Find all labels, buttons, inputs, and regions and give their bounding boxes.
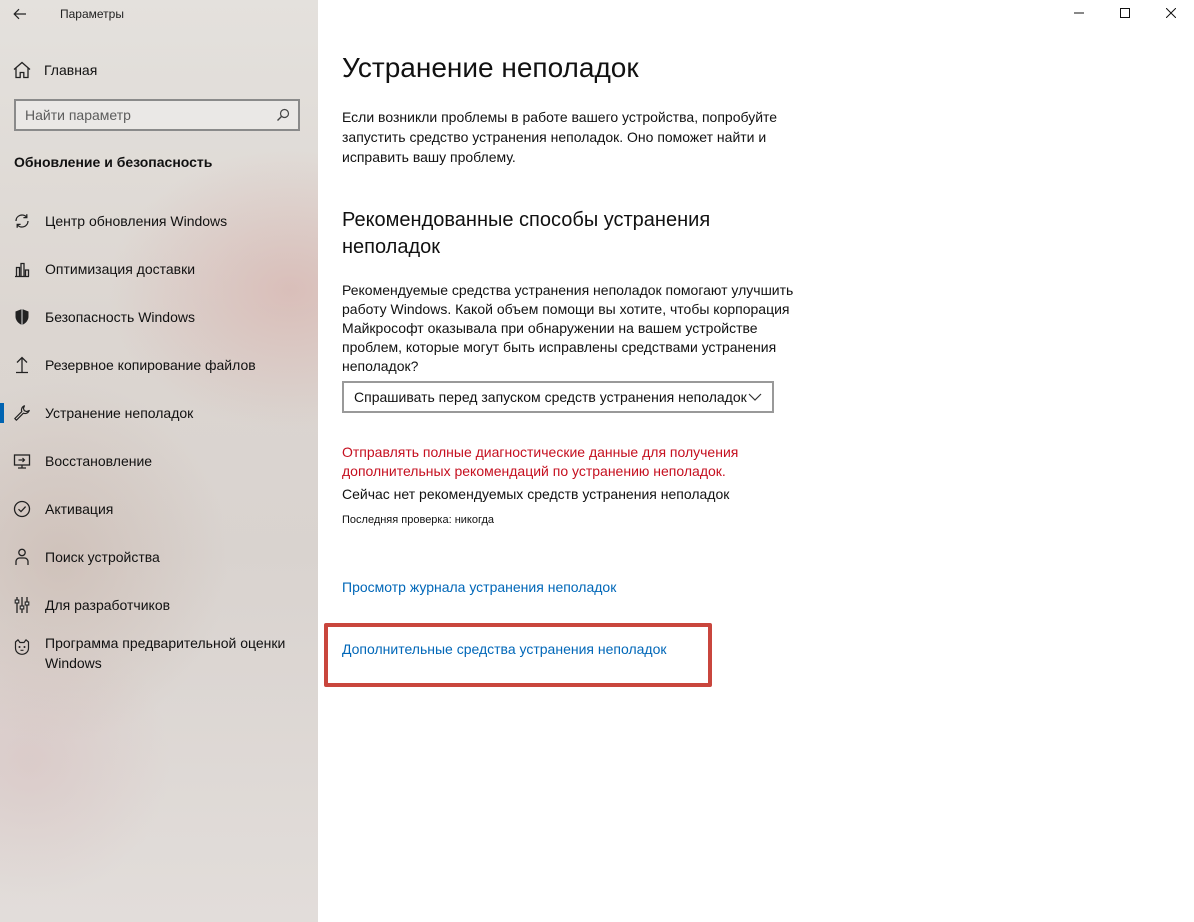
sidebar-item-label: Восстановление (45, 453, 153, 469)
highlight-box (324, 623, 712, 687)
sidebar-item-activation[interactable] (0, 485, 318, 533)
sidebar-item-delivery-optimization[interactable] (0, 245, 318, 293)
last-check-text: Последняя проверка: никогда (342, 514, 495, 526)
sidebar-item-developers[interactable] (0, 581, 318, 629)
troubleshoot-history-link[interactable]: Просмотр журнала устранения неполадок (342, 579, 617, 595)
search-icon[interactable] (268, 108, 298, 122)
chevron-down-icon (748, 393, 762, 401)
intro-text: Если возникли проблемы в работе вашего устройства, попробуйте запустить средство устранения неполадок. Оно поможет найти и исправить вашу проблему. (342, 109, 778, 165)
back-arrow-icon (13, 8, 27, 20)
sidebar-item-label: Центр обновления Windows (45, 213, 228, 229)
recovery-icon (12, 451, 32, 471)
dropdown-value: Спрашивать перед запуском средств устранения неполадок (354, 389, 747, 405)
sidebar-item-label: Резервное копирование файлов (45, 357, 256, 373)
sidebar-item-label: Устранение неполадок (45, 405, 194, 421)
sidebar-item-backup[interactable] (0, 341, 318, 389)
maximize-icon (1120, 8, 1130, 18)
developer-icon (12, 595, 32, 615)
sidebar-item-recovery[interactable] (0, 437, 318, 485)
minimize-button[interactable] (1056, 0, 1102, 26)
sidebar-item-label: Оптимизация доставки (45, 261, 196, 277)
window-controls (1056, 0, 1194, 26)
insider-cat-icon (12, 637, 32, 657)
person-pin-icon (12, 547, 32, 567)
close-icon (1166, 8, 1176, 18)
troubleshoot-preference-dropdown[interactable] (342, 381, 774, 413)
recommended-heading: Рекомендованные способы устранения неполадок (342, 209, 711, 258)
search-input[interactable] (16, 106, 268, 124)
app-title: Параметры (60, 7, 124, 21)
sync-icon (12, 211, 32, 231)
shield-icon (12, 307, 32, 327)
sidebar-item-label: Программа предварительной оценки Windows (45, 635, 286, 671)
sidebar-item-insider[interactable] (0, 629, 318, 689)
section-title: Обновление и безопасность (14, 154, 213, 170)
maximize-button[interactable] (1102, 0, 1148, 26)
sidebar-nav (0, 197, 318, 689)
sidebar (0, 0, 318, 922)
backup-icon (12, 355, 32, 375)
sidebar-item-label: Для разработчиков (45, 597, 171, 613)
back-button[interactable] (0, 0, 40, 28)
sidebar-item-label: Поиск устройства (45, 549, 160, 565)
title-bar (0, 0, 318, 28)
additional-troubleshooters-link[interactable]: Дополнительные средства устранения неполадок (342, 641, 667, 657)
home-icon (12, 61, 32, 79)
page-title: Устранение неполадок (342, 52, 639, 83)
recommended-description: Рекомендуемые средства устранения неполадок помогают улучшить работу Windows. Какой объем помощи вы хотите, чтобы корпорация Майкрософт оказывала при обнаружении на вашем устройстве проблем, которые могут быть исправлены средствами устранения неполадок? (342, 282, 794, 374)
delivery-icon (12, 259, 32, 279)
check-circle-icon (12, 499, 32, 519)
home-label: Главная (44, 62, 98, 78)
sidebar-item-label: Безопасность Windows (45, 309, 195, 325)
sidebar-item-find-device[interactable] (0, 533, 318, 581)
sidebar-item-troubleshoot[interactable] (0, 389, 318, 437)
sidebar-item-windows-update[interactable] (0, 197, 318, 245)
diagnostic-data-warning[interactable]: Отправлять полные диагностические данные для получения дополнительных рекомендаций по устранению неполадок. (342, 444, 739, 479)
home-link[interactable] (12, 56, 97, 84)
recommendation-status: Сейчас нет рекомендуемых средств устранения неполадок (342, 486, 730, 502)
minimize-icon (1074, 8, 1084, 18)
close-button[interactable] (1148, 0, 1194, 26)
sidebar-item-label: Активация (45, 501, 114, 517)
wrench-icon (12, 403, 32, 423)
sidebar-item-windows-security[interactable] (0, 293, 318, 341)
search-box[interactable] (14, 99, 300, 131)
